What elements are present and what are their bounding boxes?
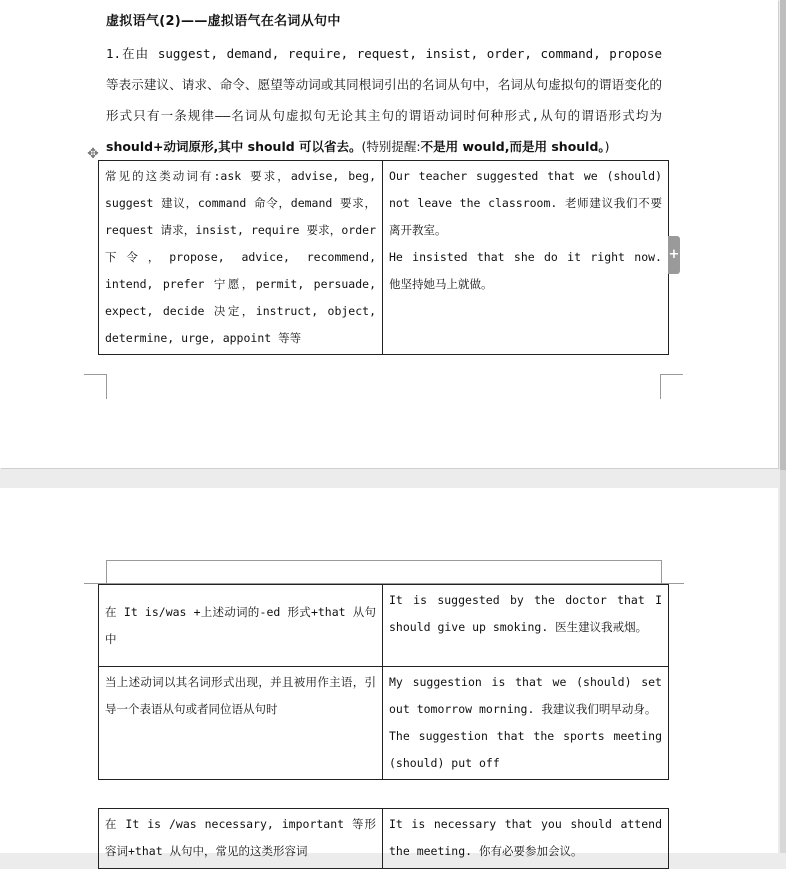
margin-corner-mark bbox=[84, 374, 107, 399]
table-row bbox=[99, 161, 669, 355]
usage-example-cell[interactable]: It is suggested by the doctor that I should give up smoking. 医生建议我戒烟。 bbox=[383, 585, 669, 667]
usage-rule-cell[interactable]: 在 It is/was +上述动词的-ed 形式+that 从句中 bbox=[99, 585, 383, 667]
intro-text: 1.在由 suggest, demand, require, request, insist, order, command, propose 等表示建议、请求、命令、愿望等动词或其同根词引出的名词从句中，名词从句虚拟句的谓语变化的形式只有一条规律——名词从句虚拟句无论其主句的谓语动词时何种形式,从句的谓语形式均为 bbox=[106, 46, 662, 123]
example-sentence-2: He insisted that she do it right now. 他坚持她马上就做。 bbox=[389, 250, 662, 291]
example-sentence-2: The suggestion that the sports meeting (should) put off bbox=[389, 729, 662, 770]
examples-cell[interactable] bbox=[383, 161, 669, 355]
example-sentence-1: Our teacher suggested that we (should) not leave the classroom. 老师建议我们不要离开教室。 bbox=[389, 169, 662, 237]
note-bold-text: 不是用 would,而是用 should。 bbox=[420, 139, 605, 154]
example-sentence-1: My suggestion is that we (should) set out tomorrow morning. 我建议我们明早动身。 bbox=[389, 675, 662, 716]
verbs-list-cell[interactable]: 常见的这类动词有:ask 要求，advise, beg, suggest 建议，command 命令，demand 要求，request 请求，insist, require 要求，order 下令，propose, advice, recommend, intend, prefer 宁愿，permit, persuade, expect, decide 决定，instruct, object, determine, urge, appoint 等等 bbox=[99, 161, 383, 355]
margin-corner-mark bbox=[660, 374, 683, 399]
page-header-area[interactable] bbox=[106, 560, 662, 583]
table-move-handle-icon[interactable]: ✥ bbox=[87, 146, 99, 162]
add-column-icon[interactable]: + bbox=[668, 236, 680, 274]
scrollbar-thumb[interactable] bbox=[780, 0, 786, 470]
usage-table bbox=[98, 584, 669, 780]
adjective-table bbox=[98, 808, 669, 869]
usage-example-cell[interactable]: It is necessary that you should attend the meeting. 你有必要参加会议。 bbox=[383, 809, 669, 869]
vertical-scrollbar[interactable] bbox=[780, 0, 786, 853]
rule-text: should+动词原形,其中 should 可以省去。 bbox=[106, 139, 362, 154]
usage-rule-cell[interactable]: 在 It is /was necessary, important 等形容词+that 从句中，常见的这类形容词 bbox=[99, 809, 383, 869]
table-row bbox=[99, 585, 669, 667]
section-heading: 虚拟语气(2)——虚拟语气在名词从句中 bbox=[106, 14, 341, 29]
note-prefix: (特别提醒: bbox=[361, 139, 421, 154]
table-row bbox=[99, 667, 669, 780]
usage-rule-cell[interactable]: 当上述动词以其名词形式出现，并且被用作主语，引导一个表语从句或者同位语从句时 bbox=[99, 667, 383, 780]
intro-paragraph bbox=[106, 38, 662, 162]
table-row bbox=[99, 809, 669, 869]
verbs-table bbox=[98, 160, 669, 355]
usage-example-cell[interactable] bbox=[383, 667, 669, 780]
note-suffix: ) bbox=[604, 139, 610, 154]
